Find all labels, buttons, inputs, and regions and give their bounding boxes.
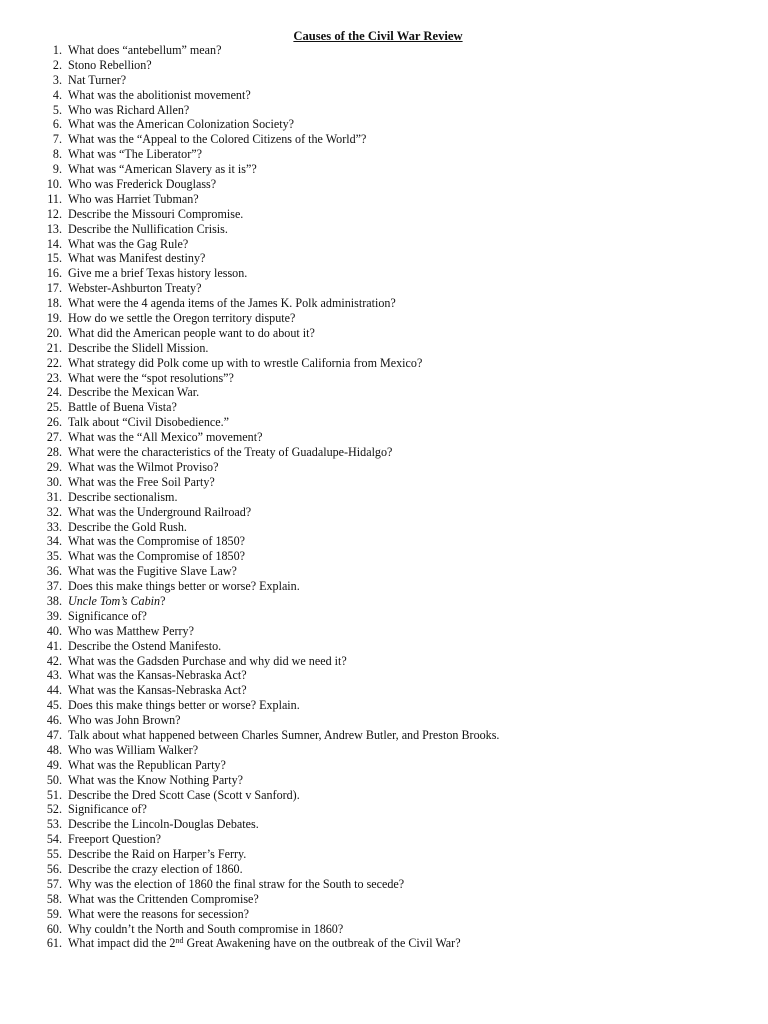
question-item	[0, 88, 760, 103]
question-item	[0, 490, 760, 505]
question-number: 10.	[46, 177, 62, 192]
question-number: 57.	[46, 876, 62, 891]
question-text: Who was John Brown?	[68, 713, 181, 728]
question-text: What did the American people want to do about it?	[68, 325, 315, 340]
question-text: Significance of?	[68, 802, 147, 817]
question-item	[0, 817, 760, 832]
question-text: What was the Kansas-Nebraska Act?	[68, 683, 247, 698]
question-item	[0, 281, 760, 296]
question-item	[0, 802, 760, 817]
question-text: What does “antebellum” mean?	[68, 43, 222, 57]
question-text: Describe the Slidell Mission.	[68, 340, 209, 355]
question-number: 2.	[52, 57, 62, 72]
question-suffix: ?	[160, 593, 166, 608]
question-number: 48.	[46, 742, 62, 757]
question-item	[0, 534, 760, 549]
question-text: What was the Gag Rule?	[68, 236, 189, 251]
question-item	[0, 326, 760, 341]
question-text: Does this make things better or worse? Explain.	[68, 579, 300, 594]
question-text: Why was the election of 1860 the final straw for the South to secede?	[68, 876, 405, 891]
question-number: 19.	[46, 311, 62, 326]
question-item	[0, 103, 760, 118]
question-number: 29.	[46, 459, 62, 474]
question-text: What were the characteristics of the Treaty of Guadalupe-Hidalgo?	[68, 445, 393, 460]
question-item	[0, 296, 760, 311]
question-text: What was the Wilmot Proviso?	[68, 459, 219, 474]
question-text: What was the “Appeal to the Colored Citizens of the World”?	[68, 132, 367, 147]
question-number: 42.	[46, 653, 62, 668]
question-number: 34.	[46, 534, 62, 549]
question-item	[0, 415, 760, 430]
question-item	[0, 609, 760, 624]
question-number: 13.	[46, 221, 62, 236]
question-text: Who was Harriet Tubman?	[68, 191, 199, 206]
question-number: 17.	[46, 281, 62, 296]
question-number: 27.	[46, 430, 62, 445]
question-text: Describe the Nullification Crisis.	[68, 221, 228, 236]
question-number: 11.	[47, 191, 62, 206]
question-text: What was the Compromise of 1850?	[68, 549, 246, 564]
question-number: 23.	[46, 370, 62, 385]
question-number: 58.	[46, 891, 62, 906]
question-item	[0, 892, 760, 907]
question-item	[0, 237, 760, 252]
question-text: What was the American Colonization Society?	[68, 117, 295, 132]
question-number: 26.	[46, 415, 62, 430]
question-text: Battle of Buena Vista?	[68, 400, 177, 415]
question-number: 6.	[52, 117, 62, 132]
question-item	[0, 639, 760, 654]
question-item	[0, 371, 760, 386]
question-item	[0, 222, 760, 237]
question-text: Describe the Ostend Manifesto.	[68, 638, 222, 653]
question-number: 61.	[46, 936, 62, 951]
question-text: Talk about “Civil Disobedience.”	[68, 415, 230, 430]
question-number: 45.	[46, 698, 62, 713]
question-number: 56.	[46, 861, 62, 876]
question-item	[0, 430, 760, 445]
ordinal-superscript: nd	[175, 936, 184, 946]
question-item	[0, 520, 760, 535]
question-list	[0, 43, 760, 951]
question-item	[0, 400, 760, 415]
question-number: 44.	[46, 683, 62, 698]
question-text: Describe the Gold Rush.	[68, 519, 187, 534]
question-text: Talk about what happened between Charles Sumner, Andrew Butler, and Preston Brooks.	[68, 727, 500, 742]
question-number: 55.	[46, 847, 62, 862]
question-item	[0, 698, 760, 713]
question-item	[0, 341, 760, 356]
question-text: What was Manifest destiny?	[68, 251, 206, 266]
question-text: What was the Compromise of 1850?	[68, 534, 246, 549]
question-text: How do we settle the Oregon territory dispute?	[68, 311, 296, 326]
question-item	[0, 743, 760, 758]
question-number: 16.	[46, 266, 62, 281]
question-item	[0, 43, 760, 58]
question-item	[0, 654, 760, 669]
question-number: 50.	[46, 772, 62, 787]
question-text	[68, 936, 461, 951]
question-text: Give me a brief Texas history lesson.	[68, 266, 248, 281]
question-item	[0, 788, 760, 803]
question-item	[0, 251, 760, 266]
question-item	[0, 594, 760, 609]
question-item	[0, 58, 760, 73]
question-item	[0, 624, 760, 639]
question-number: 9.	[52, 162, 62, 177]
question-item	[0, 192, 760, 207]
question-text: Who was William Walker?	[68, 742, 199, 757]
question-number: 12.	[46, 206, 62, 221]
question-number: 36.	[46, 564, 62, 579]
question-item	[0, 713, 760, 728]
question-item	[0, 877, 760, 892]
question-text: What was the Gadsden Purchase and why did we need it?	[68, 653, 347, 668]
question-text: What was the Crittenden Compromise?	[68, 891, 259, 906]
question-text: What were the “spot resolutions”?	[68, 370, 234, 385]
question-number: 28.	[46, 445, 62, 460]
question-item	[0, 177, 760, 192]
question-number: 22.	[46, 355, 62, 370]
question-text: Stono Rebellion?	[68, 57, 152, 72]
question-item	[0, 356, 760, 371]
question-item	[0, 922, 760, 937]
question-number: 46.	[46, 713, 62, 728]
question-text: Describe the crazy election of 1860.	[68, 861, 243, 876]
question-text: Who was Matthew Perry?	[68, 623, 194, 638]
question-number: 52.	[46, 802, 62, 817]
question-text: What was “American Slavery as it is”?	[68, 162, 257, 177]
question-item	[0, 475, 760, 490]
question-number: 49.	[46, 757, 62, 772]
book-title: Uncle Tom’s Cabin	[68, 593, 161, 608]
question-number: 14.	[46, 236, 62, 251]
question-number: 40.	[46, 623, 62, 638]
question-number: 33.	[46, 519, 62, 534]
question-text: Describe the Mexican War.	[68, 385, 200, 400]
question-text: Does this make things better or worse? Explain.	[68, 698, 300, 713]
page-title: Causes of the Civil War Review	[293, 29, 463, 43]
question-number: 53.	[46, 817, 62, 832]
question-number: 39.	[46, 608, 62, 623]
question-text: What was the “All Mexico” movement?	[68, 430, 263, 445]
question-item	[0, 668, 760, 683]
question-text: What were the reasons for secession?	[68, 906, 249, 921]
question-number: 38.	[46, 593, 62, 608]
question-item	[0, 147, 760, 162]
question-number: 37.	[46, 579, 62, 594]
question-item	[0, 505, 760, 520]
question-text: Webster-Ashburton Treaty?	[68, 281, 202, 296]
question-number: 43.	[46, 668, 62, 683]
question-number: 47.	[46, 727, 62, 742]
question-item	[0, 162, 760, 177]
question-item	[0, 207, 760, 222]
question-item	[0, 773, 760, 788]
question-text: What was “The Liberator”?	[68, 147, 202, 162]
question-text	[68, 594, 165, 609]
question-item	[0, 460, 760, 475]
question-rest: Great Awakening have on the outbreak of the Civil War?	[183, 936, 461, 951]
question-text: Describe the Lincoln-Douglas Debates.	[68, 817, 259, 832]
question-item	[0, 758, 760, 773]
question-number: 32.	[46, 504, 62, 519]
question-text: What was the abolitionist movement?	[68, 87, 251, 102]
question-number: 41.	[46, 638, 62, 653]
question-number: 1.	[52, 43, 62, 57]
question-text: What was the Know Nothing Party?	[68, 772, 243, 787]
question-text: Who was Frederick Douglass?	[68, 177, 217, 192]
question-number: 24.	[46, 385, 62, 400]
question-item	[0, 683, 760, 698]
question-item	[0, 266, 760, 281]
question-number: 18.	[46, 296, 62, 311]
question-number: 60.	[46, 921, 62, 936]
question-item	[0, 445, 760, 460]
question-number: 30.	[46, 474, 62, 489]
question-item	[0, 311, 760, 326]
question-number: 4.	[52, 87, 62, 102]
question-text: Describe the Raid on Harper’s Ferry.	[68, 847, 247, 862]
question-text: Describe the Missouri Compromise.	[68, 206, 244, 221]
question-item	[0, 862, 760, 877]
question-text: Nat Turner?	[68, 72, 127, 87]
question-number: 54.	[46, 832, 62, 847]
question-text: What was the Fugitive Slave Law?	[68, 564, 237, 579]
question-number: 21.	[46, 340, 62, 355]
question-number: 51.	[46, 787, 62, 802]
question-text: Who was Richard Allen?	[68, 102, 190, 117]
question-number: 8.	[52, 147, 62, 162]
question-number: 20.	[46, 325, 62, 340]
question-item	[0, 132, 760, 147]
question-item	[0, 832, 760, 847]
question-number: 31.	[46, 489, 62, 504]
question-number: 7.	[52, 132, 62, 147]
question-text: Freeport Question?	[68, 832, 162, 847]
question-item	[0, 549, 760, 564]
question-number: 15.	[46, 251, 62, 266]
question-text: What was the Kansas-Nebraska Act?	[68, 668, 247, 683]
question-item	[0, 728, 760, 743]
question-text: Why couldn’t the North and South compromise in 1860?	[68, 921, 344, 936]
question-text: What was the Free Soil Party?	[68, 474, 215, 489]
question-number: 5.	[52, 102, 62, 117]
question-prefix: What impact did the 2	[68, 936, 176, 951]
question-number: 35.	[46, 549, 62, 564]
question-item	[0, 564, 760, 579]
question-number: 3.	[52, 72, 62, 87]
question-number: 59.	[46, 906, 62, 921]
question-item	[0, 907, 760, 922]
question-text: What were the 4 agenda items of the James K. Polk administration?	[68, 296, 396, 311]
question-item	[0, 117, 760, 132]
question-item	[0, 936, 760, 951]
question-item	[0, 73, 760, 88]
question-item	[0, 579, 760, 594]
question-text: What was the Republican Party?	[68, 757, 226, 772]
question-text: Describe the Dred Scott Case (Scott v Sanford).	[68, 787, 300, 802]
question-text: What was the Underground Railroad?	[68, 504, 252, 519]
question-number: 25.	[46, 400, 62, 415]
question-text: Significance of?	[68, 608, 147, 623]
question-text: What strategy did Polk come up with to wrestle California from Mexico?	[68, 355, 423, 370]
question-item	[0, 385, 760, 400]
question-text: Describe sectionalism.	[68, 489, 178, 504]
question-item	[0, 847, 760, 862]
